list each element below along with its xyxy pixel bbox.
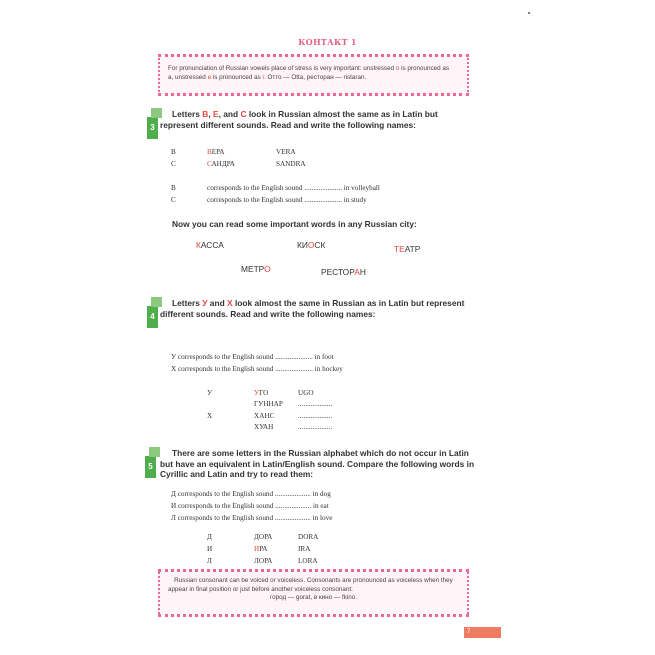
word-restoran [321,267,366,277]
word-kassa [196,240,224,250]
note-vowel-e: e [207,73,212,81]
highlight-letter: О [264,264,271,274]
name-cyrillic [207,160,235,168]
city-words-subheading: Now you can read some important words in any Russian city: [172,219,417,229]
cyrillic-rest: ЕРА [211,148,225,156]
word-rest: СК [314,240,326,250]
sound-row-letter: В [171,184,176,192]
row-letter: Л [207,557,212,565]
sound-row: Х corresponds to the English sound ..................... in hockey [171,365,343,373]
highlight-letter: В [207,148,212,156]
exercise-4-heading [160,298,472,319]
name-row [171,148,176,156]
row-letter: Д [207,533,212,541]
highlight-letter: А [354,267,360,277]
note-example: город — gorat, в кино — fkino. [269,594,358,601]
note-line: appear in final position or just before another voiceless consonant: [168,585,353,593]
note-text: is pronounced as [401,65,450,72]
exercise-4-badge [147,306,158,328]
word-rest: РЕСТОР [321,267,355,277]
name-row [171,160,176,168]
letter-u: У [202,298,208,308]
name-cyrillic [254,412,274,420]
highlight-letter: И [254,545,260,553]
word-rest: АССА [200,240,224,250]
name-latin: DORA [298,533,319,541]
highlight-letter: У [254,389,260,397]
row-letter: У [207,389,213,397]
name-cyrillic [254,545,267,553]
exercise-5-badge [145,456,156,478]
sound-row: И corresponds to the English sound .................... in eat [171,502,329,510]
name-latin: UGO [298,389,314,397]
exercise-3-heading [160,109,472,130]
heading-text: Letters [172,109,203,119]
name-latin: SANDRA [276,160,306,168]
sound-row-letter: С [171,196,176,204]
letter-c: C [240,109,247,119]
exercise-3-badge [147,117,158,139]
exercise-5-heading: There are some letters in the Russian alphabet which do not occur in Latin but have an equivalent in Latin/English sound. Compare the following words in Cyrillic and Latin and try to read them: [160,448,475,479]
row-letter: И [207,545,213,553]
name-latin-blank: ................... [298,400,333,408]
note-text: For pronunciation of Russian vowels place of stress is very important: unstressed [168,65,395,72]
sound-row: У corresponds to the English sound ..................... in foot [171,353,334,361]
heading-text: , [208,109,213,119]
name-latin: IRA [298,545,311,553]
word-rest: МЕТР [241,264,265,274]
name-latin: VERA [276,148,296,156]
sound-row-text: corresponds to the English sound ..................... in volleyball [207,184,380,192]
name-latin: LORA [298,557,318,565]
contact-title: КОНТАКТ 1 [298,37,357,47]
sound-row: Л corresponds to the English sound .................... in love [171,514,333,522]
word-kiosk [297,240,325,250]
name-cyrillic [207,148,224,156]
name-cyrillic: ДОРА [254,533,273,541]
cyrillic-rest: ГУННАР [254,400,283,408]
word-metro [241,264,271,274]
highlight-letter: К [196,240,201,250]
stress-note-box [158,54,469,96]
letter-b: B [202,109,209,119]
highlight-letter: О [307,240,315,250]
row-letter: В [171,148,176,156]
stray-dot [528,12,530,14]
highlight-letter: ТЕ [394,244,405,254]
note-text: a, unstressed [168,73,206,81]
exercise-number: 5 [148,462,153,471]
cyrillic-rest: ХУАН [254,423,274,431]
cyrillic-rest: ХАНС [254,412,275,420]
word-rest: Н [359,267,366,277]
highlight-letter: С [207,160,212,168]
name-cyrillic [254,400,283,408]
sound-row-text: corresponds to the English sound ..................... in study [207,196,367,204]
exercise-number: 4 [150,312,155,321]
sound-row: Д corresponds to the English sound .................... in dog [171,490,331,498]
name-latin-blank: ................... [298,423,333,431]
name-cyrillic [254,423,273,431]
letter-kh: Х [227,298,233,308]
word-teatr [394,244,420,254]
name-cyrillic [254,389,268,397]
note-text: is pronounced as [212,73,261,81]
name-cyrillic: ЛОРА [254,557,273,565]
page-number: 7 [464,627,501,638]
cyrillic-rest: ГО [259,389,269,397]
heading-text: and [207,298,228,308]
word-rest: КИ [297,240,308,250]
letter-e: E [212,109,219,119]
cyrillic-rest: АНДРА [211,160,235,168]
note-sound-i: i: [262,73,266,81]
exercise-number: 3 [150,123,155,132]
cyrillic-rest: РА [259,545,268,553]
note-line: Russian consonant can be voiced or voiceless. Consonants are pronounced as voiceless when they [174,577,453,584]
note-example: Отто — Otta, ресторан — ristaran. [267,73,367,81]
heading-text: look almost the same in Russian as in Latin but represent different sounds. Read and write the following names: [160,298,465,319]
row-letter: С [171,160,176,168]
row-letter: Х [207,412,213,420]
heading-text: Letters [172,298,203,308]
note-vowel-o: o [395,65,400,72]
name-latin-blank: ................... [298,412,333,420]
heading-text: , and [218,109,241,119]
consonant-note-box [158,569,469,617]
heading-text: look in Russian almost the same as in Latin but represent different sounds. Read and write the following names: [160,109,438,130]
word-rest: АТР [404,244,421,254]
